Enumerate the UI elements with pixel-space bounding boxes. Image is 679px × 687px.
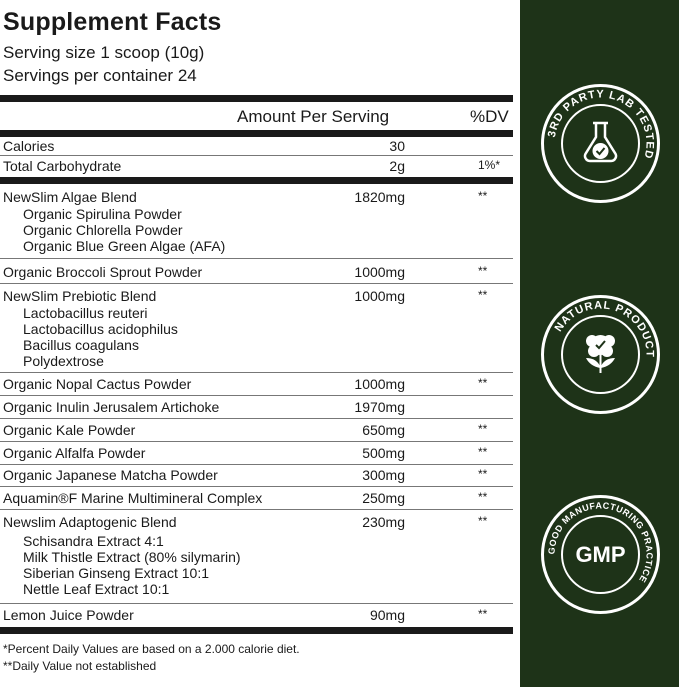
ingredient-name: Organic Alfalfa Powder [3,445,146,461]
badge-ring-text: NATURAL PRODUCT [552,299,656,359]
ingredient-amount: 1820mg [354,189,405,205]
row-divider [0,486,513,487]
serving-size: Serving size 1 scoop (10g) [3,43,205,62]
ingredient-name: Organic Nopal Cactus Powder [3,376,192,392]
table-row [0,288,513,368]
ingredient-name: Calories [3,138,55,154]
ingredient-amount: 250mg [362,490,405,506]
ingredient-dv: ** [478,288,488,302]
badge-ring-text: GOOD MANUFACTURING PRACTICE [546,500,655,585]
row-divider [0,155,513,156]
blend-subitems [23,206,225,254]
footnote: *Percent Daily Values are based on a 2.000 calorie diet. [3,642,300,656]
divider-thick [0,95,513,102]
sub-ingredient: Organic Blue Green Algae (AFA) [23,238,226,254]
divider-thick [0,627,513,634]
ingredient-amount: 30 [389,138,405,154]
sub-ingredient: Bacillus coagulans [23,337,139,353]
natural-product-seal [544,298,657,411]
ingredient-dv: ** [478,376,488,390]
ingredient-name: Newslim Adaptogenic Blend [3,514,177,530]
ingredient-dv: ** [478,445,488,459]
ingredient-name: Aquamin®F Marine Multimineral Complex [3,490,263,506]
ingredient-name: NewSlim Prebiotic Blend [3,288,157,304]
ingredient-name: Organic Broccoli Sprout Powder [3,264,203,280]
servings-per-container: Servings per container 24 [3,66,197,85]
row-divider [0,372,513,373]
ingredient-dv: ** [478,514,488,528]
ingredient-amount: 2g [389,158,405,174]
ingredient-dv: ** [478,467,488,481]
leaf-flower-icon [586,335,615,373]
badge-ring-text: 3RD PARTY LAB TESTED [545,88,656,161]
ingredient-name: Organic Japanese Matcha Powder [3,467,218,483]
ingredient-amount: 1000mg [354,264,405,280]
ingredient-amount: 1970mg [354,399,405,415]
sub-ingredient: Polydextrose [23,353,104,369]
natural-product-badge [541,295,660,414]
table-row [0,514,513,600]
gmp-center-text: GMP [575,542,626,567]
ingredient-amount: 500mg [362,445,405,461]
ingredient-dv: ** [478,607,488,621]
ingredient-amount: 230mg [362,514,405,530]
amount-column-header: Amount Per Serving [237,107,390,126]
sub-ingredient: Lactobacillus acidophilus [23,321,178,337]
footnote: **Daily Value not established [3,659,157,673]
ingredient-dv: 1%* [478,158,501,172]
gmp-badge [541,495,660,614]
blend-subitems [23,305,178,369]
ingredient-amount: 1000mg [354,376,405,392]
ingredient-dv: ** [478,490,488,504]
sub-ingredient: Schisandra Extract 4:1 [23,533,164,549]
blend-subitems [23,533,241,597]
row-divider [0,441,513,442]
row-divider [0,509,513,510]
row-divider [0,395,513,396]
ingredient-amount: 90mg [369,607,405,623]
divider-thick [0,177,513,184]
sub-ingredient: Organic Spirulina Powder [23,206,182,222]
ingredient-amount: 300mg [362,467,405,483]
ingredient-name: Organic Kale Powder [3,422,136,438]
divider-thick [0,130,513,137]
sub-ingredient: Organic Chlorella Powder [23,222,183,238]
lab-tested-badge [541,84,660,203]
page-title: Supplement Facts [3,8,222,36]
sub-ingredient: Siberian Ginseng Extract 10:1 [23,565,209,581]
ingredient-name: Organic Inulin Jerusalem Artichoke [3,399,220,415]
row-divider [0,603,513,604]
row-divider [0,258,513,259]
lab-tested-seal [544,87,657,200]
row-divider [0,464,513,465]
sub-ingredient: Lactobacillus reuteri [23,305,148,321]
row-divider [0,283,513,284]
ingredient-dv: ** [478,264,488,278]
sub-ingredient: Nettle Leaf Extract 10:1 [23,581,170,597]
ingredient-dv: ** [478,189,488,203]
row-divider [0,418,513,419]
sub-ingredient: Milk Thistle Extract (80% silymarin) [23,549,241,565]
ingredient-dv: ** [478,422,488,436]
ingredient-amount: 1000mg [354,288,405,304]
dv-column-header: %DV [470,107,509,126]
ingredient-name: Lemon Juice Powder [3,607,134,623]
flask-check-icon [585,123,616,161]
table-row [0,189,513,257]
ingredient-name: NewSlim Algae Blend [3,189,137,205]
ingredient-name: Total Carbohydrate [3,158,122,174]
ingredient-amount: 650mg [362,422,405,438]
